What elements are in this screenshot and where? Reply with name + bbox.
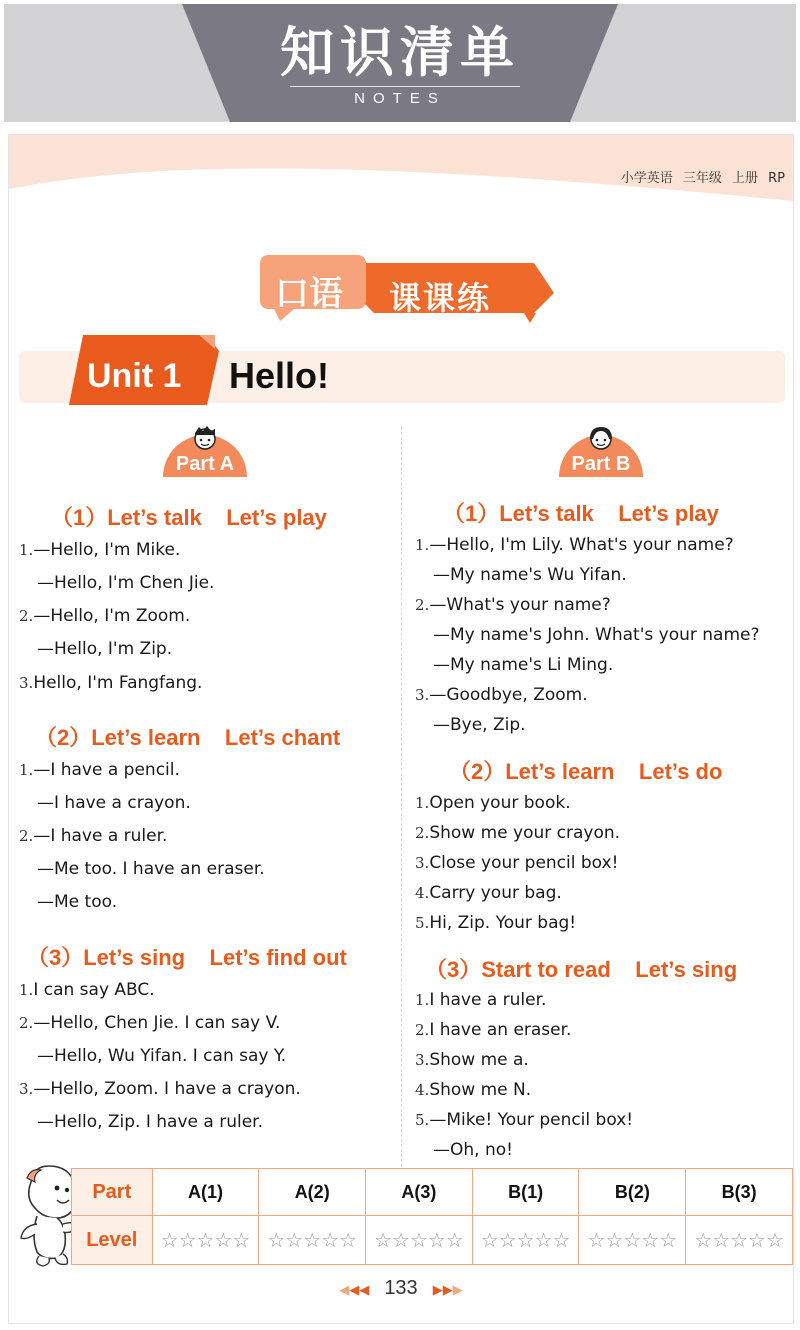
banner-subtitle: NOTES [354, 90, 446, 107]
table-column-header: A(2) [259, 1169, 366, 1216]
part-a-section-3-title: （3）Let’s sing Let’s find out [27, 945, 347, 970]
star-rating[interactable]: ☆☆☆☆☆ [259, 1216, 366, 1265]
unit-label: Unit 1 [87, 357, 182, 395]
list-item: —My name's Wu Yifan. [433, 565, 627, 585]
part-b-label: Part B [571, 453, 631, 475]
page [8, 134, 794, 1324]
list-item: 1.—I have a pencil. [19, 760, 180, 780]
subject-info: 小学英语 三年级 上册 RP [620, 171, 785, 186]
banner-rule [290, 86, 520, 87]
list-item: 1.I can say ABC. [19, 980, 155, 1000]
right-arrow-icon: ▶▶ [432, 1283, 453, 1298]
list-item: 1.—Hello, I'm Lily. What's your name? [415, 535, 734, 555]
list-item: 1.I have a ruler. [415, 990, 547, 1010]
star-rating[interactable]: ☆☆☆☆☆ [472, 1216, 579, 1265]
page-number-footer [9, 1277, 793, 1300]
part-a-label: Part A [175, 453, 235, 475]
list-item: 2.—Hello, I'm Zoom. [19, 606, 191, 626]
part-b-section-3-title: （3）Start to read Let’s sing [425, 957, 738, 982]
table-column-header: B(3) [686, 1169, 793, 1216]
badge-speaking-label: 口语 [275, 274, 343, 314]
list-item: 3.—Goodbye, Zoom. [415, 685, 588, 705]
list-item: 3.Close your pencil box! [415, 853, 619, 873]
self-evaluation-table [71, 1168, 793, 1265]
list-item: —Me too. I have an eraser. [37, 859, 265, 879]
part-b-section-2-title: （2）Let’s learn Let’s do [449, 759, 723, 784]
table-header-part: Part [72, 1169, 153, 1216]
list-item: 1.—Hello, I'm Mike. [19, 540, 181, 560]
list-item: 4.Show me N. [415, 1080, 532, 1100]
list-item: —Oh, no! [433, 1140, 513, 1160]
list-item: 2.I have an eraser. [415, 1020, 572, 1040]
banner-title: 知识清单 [280, 21, 520, 84]
list-item: 2.Show me your crayon. [415, 823, 621, 843]
part-a-section-2-title: （2）Let’s learn Let’s chant [35, 725, 341, 750]
column-divider [401, 427, 402, 1167]
list-item: 5.Hi, Zip. Your bag! [415, 913, 577, 933]
unit-title: Hello! [229, 355, 330, 396]
list-item: 2.—I have a ruler. [19, 826, 168, 846]
list-item: —Hello, Wu Yifan. I can say Y. [37, 1046, 287, 1066]
left-arrow-icon: ◀ [339, 1283, 350, 1298]
part-a-section-1-title: （1）Let’s talk Let’s play [51, 505, 327, 530]
list-item: 4.Carry your bag. [415, 883, 562, 903]
star-rating[interactable]: ☆☆☆☆☆ [579, 1216, 686, 1265]
list-item: —Hello, I'm Zip. [37, 639, 173, 659]
star-rating[interactable]: ☆☆☆☆☆ [152, 1216, 259, 1265]
list-item: —Hello, Zip. I have a ruler. [37, 1112, 263, 1132]
star-rating[interactable]: ☆☆☆☆☆ [686, 1216, 793, 1265]
list-item: —Bye, Zip. [433, 715, 526, 735]
badge-practice-label: 课课练 [389, 279, 492, 317]
table-column-header: A(1) [152, 1169, 259, 1216]
list-item: 3.—Hello, Zoom. I have a crayon. [19, 1079, 301, 1099]
list-item: —I have a crayon. [37, 793, 191, 813]
table-column-header: A(3) [366, 1169, 473, 1216]
list-item: 1.Open your book. [415, 793, 571, 813]
page-number: 133 [384, 1277, 418, 1299]
list-item: —My name's John. What's your name? [433, 625, 760, 645]
left-arrow-icon: ◀◀ [349, 1283, 370, 1298]
list-item: 5.—Mike! Your pencil box! [415, 1110, 634, 1130]
list-item: —Me too. [37, 892, 118, 912]
list-item: 2.—Hello, Chen Jie. I can say V. [19, 1013, 281, 1033]
table-row [72, 1216, 793, 1265]
table-column-header: B(2) [579, 1169, 686, 1216]
list-item: —Hello, I'm Chen Jie. [37, 573, 215, 593]
list-item: —My name's Li Ming. [433, 655, 614, 675]
part-b-section-1-title: （1）Let’s talk Let’s play [443, 501, 719, 526]
right-arrow-icon: ▶ [452, 1283, 463, 1298]
table-column-header: B(1) [472, 1169, 579, 1216]
table-row [72, 1169, 793, 1216]
list-item: 3.Show me a. [415, 1050, 529, 1070]
table-header-level: Level [72, 1216, 153, 1265]
list-item: 3.Hello, I'm Fangfang. [19, 673, 203, 693]
star-rating[interactable]: ☆☆☆☆☆ [366, 1216, 473, 1265]
list-item: 2.—What's your name? [415, 595, 611, 615]
